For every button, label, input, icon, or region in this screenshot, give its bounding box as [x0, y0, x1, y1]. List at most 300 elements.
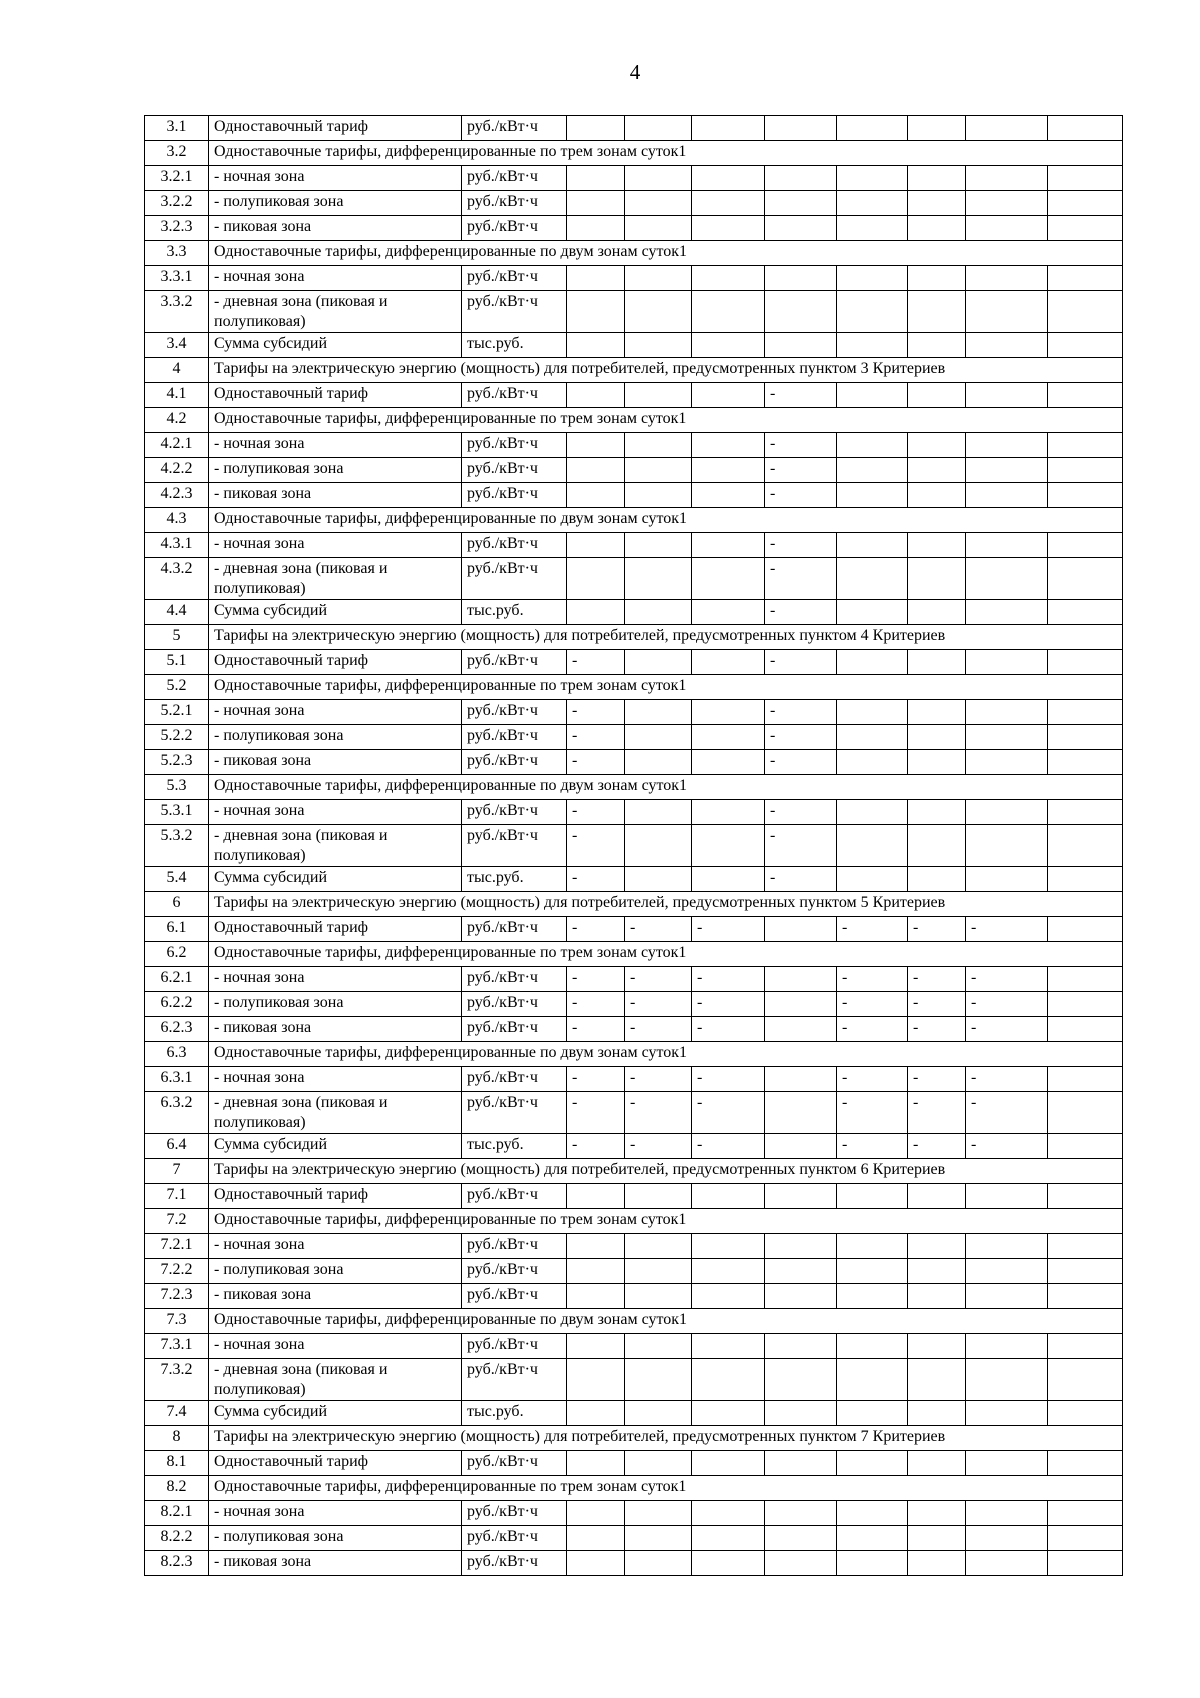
value-cell [692, 1526, 765, 1551]
row-number: 7.1 [145, 1184, 209, 1209]
value-cell [625, 458, 692, 483]
value-cell [837, 116, 908, 141]
row-number: 5.4 [145, 867, 209, 892]
value-cell: - [625, 917, 692, 942]
row-label: - пиковая зона [209, 1551, 462, 1576]
value-cell [966, 600, 1048, 625]
value-cell [908, 725, 966, 750]
value-cell [908, 533, 966, 558]
table-section-row [145, 1309, 1123, 1334]
section-title: Одноставочные тарифы, дифференцированные по двум зонам суток1 [209, 775, 1123, 800]
value-cell [692, 700, 765, 725]
section-title: Тарифы на электрическую энергию (мощность) для потребителей, предусмотренных пунктом 6 Критериев [209, 1159, 1123, 1184]
value-cell [692, 650, 765, 675]
value-cell: - [765, 533, 837, 558]
value-cell [1048, 650, 1123, 675]
value-cell [908, 383, 966, 408]
value-cell [908, 166, 966, 191]
row-label: - пиковая зона [209, 216, 462, 241]
table-body [145, 116, 1123, 1576]
table-row [145, 1501, 1123, 1526]
value-cell [837, 725, 908, 750]
value-cell [567, 1526, 625, 1551]
row-number: 5.1 [145, 650, 209, 675]
table-section-row [145, 1159, 1123, 1184]
value-cell [837, 1284, 908, 1309]
section-title: Тарифы на электрическую энергию (мощность) для потребителей, предусмотренных пунктом 7 Критериев [209, 1426, 1123, 1451]
row-label: Одноставочный тариф [209, 917, 462, 942]
value-cell [1048, 458, 1123, 483]
row-number: 5.2.2 [145, 725, 209, 750]
value-cell [1048, 700, 1123, 725]
value-cell: - [765, 458, 837, 483]
row-label: - полупиковая зона [209, 725, 462, 750]
row-label: - ночная зона [209, 166, 462, 191]
value-cell [908, 266, 966, 291]
row-label: Одноставочный тариф [209, 383, 462, 408]
value-cell: - [567, 867, 625, 892]
value-cell [908, 1551, 966, 1576]
row-number: 7 [145, 1159, 209, 1184]
unit-cell: руб./кВт·ч [462, 1284, 567, 1309]
row-number: 6.2.2 [145, 992, 209, 1017]
value-cell [567, 1551, 625, 1576]
row-number: 8.2.3 [145, 1551, 209, 1576]
unit-cell: тыс.руб. [462, 333, 567, 358]
unit-cell: руб./кВт·ч [462, 1184, 567, 1209]
value-cell [625, 558, 692, 600]
value-cell [966, 1526, 1048, 1551]
value-cell [692, 1551, 765, 1576]
value-cell [692, 483, 765, 508]
value-cell [1048, 116, 1123, 141]
row-label: - ночная зона [209, 800, 462, 825]
row-label: - ночная зона [209, 1234, 462, 1259]
value-cell [567, 191, 625, 216]
table-row [145, 116, 1123, 141]
value-cell [567, 1259, 625, 1284]
value-cell [1048, 191, 1123, 216]
unit-cell: руб./кВт·ч [462, 700, 567, 725]
value-cell: - [567, 1092, 625, 1134]
row-label: Сумма субсидий [209, 333, 462, 358]
value-cell [908, 483, 966, 508]
section-title: Одноставочные тарифы, дифференцированные по трем зонам суток1 [209, 1209, 1123, 1234]
value-cell [567, 1234, 625, 1259]
value-cell [1048, 558, 1123, 600]
unit-cell: руб./кВт·ч [462, 917, 567, 942]
value-cell [625, 1234, 692, 1259]
unit-cell: руб./кВт·ч [462, 750, 567, 775]
table-row [145, 650, 1123, 675]
row-number: 8.2 [145, 1476, 209, 1501]
value-cell: - [765, 725, 837, 750]
value-cell: - [692, 1134, 765, 1159]
value-cell [567, 383, 625, 408]
value-cell [966, 533, 1048, 558]
row-number: 6.2.3 [145, 1017, 209, 1042]
value-cell [692, 825, 765, 867]
table-section-row [145, 942, 1123, 967]
table-row [145, 825, 1123, 867]
value-cell [837, 1234, 908, 1259]
row-label: Сумма субсидий [209, 1401, 462, 1426]
value-cell [765, 1501, 837, 1526]
table-row [145, 1451, 1123, 1476]
unit-cell: руб./кВт·ч [462, 967, 567, 992]
table-row [145, 1092, 1123, 1134]
unit-cell: руб./кВт·ч [462, 992, 567, 1017]
value-cell [1048, 1067, 1123, 1092]
value-cell [1048, 725, 1123, 750]
value-cell: - [837, 1067, 908, 1092]
value-cell: - [908, 1017, 966, 1042]
unit-cell: руб./кВт·ч [462, 383, 567, 408]
value-cell: - [966, 917, 1048, 942]
value-cell [765, 116, 837, 141]
section-title: Тарифы на электрическую энергию (мощность) для потребителей, предусмотренных пунктом 5 Критериев [209, 892, 1123, 917]
row-label: - ночная зона [209, 1334, 462, 1359]
value-cell: - [625, 967, 692, 992]
value-cell [625, 1526, 692, 1551]
value-cell: - [908, 917, 966, 942]
value-cell [837, 266, 908, 291]
value-cell [765, 266, 837, 291]
value-cell [567, 600, 625, 625]
row-number: 4.1 [145, 383, 209, 408]
section-title: Одноставочные тарифы, дифференцированные по трем зонам суток1 [209, 1476, 1123, 1501]
row-number: 8.1 [145, 1451, 209, 1476]
value-cell [837, 825, 908, 867]
row-label: - ночная зона [209, 1501, 462, 1526]
value-cell [908, 1184, 966, 1209]
table-row [145, 750, 1123, 775]
table-section-row [145, 892, 1123, 917]
unit-cell: руб./кВт·ч [462, 1359, 567, 1401]
table-row [145, 291, 1123, 333]
value-cell: - [692, 967, 765, 992]
value-cell [908, 1259, 966, 1284]
value-cell [692, 116, 765, 141]
table-row [145, 917, 1123, 942]
value-cell [692, 1451, 765, 1476]
value-cell [692, 558, 765, 600]
value-cell [837, 433, 908, 458]
value-cell [837, 1359, 908, 1401]
row-number: 4.3 [145, 508, 209, 533]
value-cell [837, 600, 908, 625]
value-cell [567, 1401, 625, 1426]
row-label: - пиковая зона [209, 483, 462, 508]
value-cell [1048, 291, 1123, 333]
value-cell [966, 1234, 1048, 1259]
value-cell [567, 558, 625, 600]
value-cell [625, 116, 692, 141]
table-row [145, 266, 1123, 291]
table-row [145, 967, 1123, 992]
value-cell [625, 725, 692, 750]
table-row [145, 992, 1123, 1017]
value-cell [1048, 1017, 1123, 1042]
row-number: 8 [145, 1426, 209, 1451]
value-cell [567, 1359, 625, 1401]
row-label: - ночная зона [209, 967, 462, 992]
row-label: Одноставочный тариф [209, 1184, 462, 1209]
row-number: 6 [145, 892, 209, 917]
table-row [145, 725, 1123, 750]
value-cell [837, 750, 908, 775]
value-cell [908, 191, 966, 216]
value-cell [625, 1184, 692, 1209]
table-row [145, 1526, 1123, 1551]
row-label: - ночная зона [209, 266, 462, 291]
table-row [145, 383, 1123, 408]
value-cell [966, 725, 1048, 750]
value-cell [567, 1501, 625, 1526]
value-cell [692, 867, 765, 892]
table-row [145, 1551, 1123, 1576]
value-cell [765, 1184, 837, 1209]
section-title: Одноставочные тарифы, дифференцированные по двум зонам суток1 [209, 1309, 1123, 1334]
value-cell: - [567, 750, 625, 775]
value-cell [692, 266, 765, 291]
section-title: Одноставочные тарифы, дифференцированные по двум зонам суток1 [209, 508, 1123, 533]
value-cell [567, 433, 625, 458]
unit-cell: руб./кВт·ч [462, 1234, 567, 1259]
value-cell: - [765, 867, 837, 892]
unit-cell: руб./кВт·ч [462, 725, 567, 750]
value-cell [765, 1334, 837, 1359]
value-cell [765, 967, 837, 992]
value-cell [837, 1184, 908, 1209]
value-cell [966, 333, 1048, 358]
row-number: 3.2.3 [145, 216, 209, 241]
value-cell [1048, 1284, 1123, 1309]
unit-cell: руб./кВт·ч [462, 650, 567, 675]
value-cell: - [837, 1134, 908, 1159]
value-cell [837, 800, 908, 825]
value-cell [625, 600, 692, 625]
value-cell [765, 1526, 837, 1551]
section-title: Тарифы на электрическую энергию (мощность) для потребителей, предусмотренных пунктом 4 Критериев [209, 625, 1123, 650]
value-cell [692, 1284, 765, 1309]
value-cell [1048, 266, 1123, 291]
row-number: 7.4 [145, 1401, 209, 1426]
row-label: - дневная зона (пиковая и полупиковая) [209, 291, 462, 333]
row-label: - полупиковая зона [209, 992, 462, 1017]
value-cell: - [765, 825, 837, 867]
value-cell [625, 750, 692, 775]
table-row [145, 1067, 1123, 1092]
row-number: 5.2 [145, 675, 209, 700]
value-cell: - [625, 992, 692, 1017]
value-cell: - [692, 1017, 765, 1042]
table-section-row [145, 358, 1123, 383]
table-row [145, 333, 1123, 358]
value-cell [1048, 1184, 1123, 1209]
unit-cell: руб./кВт·ч [462, 1067, 567, 1092]
row-number: 4.2.1 [145, 433, 209, 458]
row-label: - полупиковая зона [209, 458, 462, 483]
value-cell: - [966, 1017, 1048, 1042]
row-number: 4.2 [145, 408, 209, 433]
row-number: 4.4 [145, 600, 209, 625]
row-number: 3.3.2 [145, 291, 209, 333]
row-label: - полупиковая зона [209, 1526, 462, 1551]
row-number: 4.2.2 [145, 458, 209, 483]
value-cell: - [692, 992, 765, 1017]
row-label: Одноставочный тариф [209, 116, 462, 141]
value-cell [1048, 433, 1123, 458]
row-number: 6.2.1 [145, 967, 209, 992]
table-section-row [145, 775, 1123, 800]
value-cell [567, 1284, 625, 1309]
table-row [145, 867, 1123, 892]
row-label: Сумма субсидий [209, 867, 462, 892]
value-cell [1048, 1234, 1123, 1259]
table-row [145, 1334, 1123, 1359]
row-number: 3.1 [145, 116, 209, 141]
value-cell [765, 1551, 837, 1576]
value-cell [765, 992, 837, 1017]
value-cell [1048, 1334, 1123, 1359]
value-cell [765, 917, 837, 942]
value-cell [567, 266, 625, 291]
unit-cell: руб./кВт·ч [462, 533, 567, 558]
value-cell [625, 867, 692, 892]
value-cell [625, 266, 692, 291]
row-number: 5.3 [145, 775, 209, 800]
value-cell [966, 1284, 1048, 1309]
value-cell: - [966, 992, 1048, 1017]
row-label: - пиковая зона [209, 1017, 462, 1042]
value-cell [567, 216, 625, 241]
row-label: - ночная зона [209, 433, 462, 458]
table-section-row [145, 508, 1123, 533]
value-cell [1048, 800, 1123, 825]
section-title: Одноставочные тарифы, дифференцированные по трем зонам суток1 [209, 675, 1123, 700]
value-cell [908, 650, 966, 675]
table-row [145, 1184, 1123, 1209]
row-number: 7.2.1 [145, 1234, 209, 1259]
value-cell: - [567, 1134, 625, 1159]
value-cell [908, 1334, 966, 1359]
row-number: 8.2.1 [145, 1501, 209, 1526]
section-title: Одноставочные тарифы, дифференцированные по трем зонам суток1 [209, 942, 1123, 967]
value-cell: - [966, 1067, 1048, 1092]
table-row [145, 1401, 1123, 1426]
row-number: 7.2.2 [145, 1259, 209, 1284]
value-cell [765, 1284, 837, 1309]
value-cell [692, 166, 765, 191]
value-cell [692, 1359, 765, 1401]
row-number: 5 [145, 625, 209, 650]
table-section-row [145, 1476, 1123, 1501]
value-cell [765, 1092, 837, 1134]
value-cell [625, 1451, 692, 1476]
value-cell [1048, 216, 1123, 241]
value-cell [1048, 825, 1123, 867]
table-row [145, 458, 1123, 483]
value-cell [908, 558, 966, 600]
value-cell [1048, 750, 1123, 775]
unit-cell: руб./кВт·ч [462, 1551, 567, 1576]
value-cell [966, 825, 1048, 867]
value-cell: - [567, 917, 625, 942]
value-cell [837, 1334, 908, 1359]
value-cell [625, 1501, 692, 1526]
value-cell [908, 1359, 966, 1401]
value-cell [692, 383, 765, 408]
table-section-row [145, 625, 1123, 650]
table-section-row [145, 1042, 1123, 1067]
unit-cell: руб./кВт·ч [462, 1017, 567, 1042]
row-number: 7.2 [145, 1209, 209, 1234]
value-cell: - [567, 725, 625, 750]
table-row [145, 800, 1123, 825]
value-cell [908, 1526, 966, 1551]
value-cell [625, 191, 692, 216]
value-cell: - [625, 1067, 692, 1092]
value-cell: - [837, 1017, 908, 1042]
value-cell [908, 800, 966, 825]
row-label: Одноставочный тариф [209, 1451, 462, 1476]
value-cell: - [908, 1092, 966, 1134]
table-section-row [145, 1426, 1123, 1451]
unit-cell: тыс.руб. [462, 867, 567, 892]
row-number: 3.4 [145, 333, 209, 358]
value-cell [908, 458, 966, 483]
unit-cell: руб./кВт·ч [462, 266, 567, 291]
row-label: - ночная зона [209, 700, 462, 725]
unit-cell: руб./кВт·ч [462, 291, 567, 333]
value-cell [625, 800, 692, 825]
value-cell: - [966, 967, 1048, 992]
unit-cell: руб./кВт·ч [462, 166, 567, 191]
value-cell [625, 433, 692, 458]
row-number: 4.2.3 [145, 483, 209, 508]
value-cell: - [765, 800, 837, 825]
value-cell [966, 458, 1048, 483]
value-cell: - [765, 700, 837, 725]
row-number: 6.3.2 [145, 1092, 209, 1134]
value-cell [765, 1234, 837, 1259]
value-cell [1048, 867, 1123, 892]
value-cell [1048, 917, 1123, 942]
value-cell [692, 216, 765, 241]
unit-cell: тыс.руб. [462, 1401, 567, 1426]
value-cell [837, 1259, 908, 1284]
value-cell [692, 1259, 765, 1284]
row-number: 5.3.1 [145, 800, 209, 825]
value-cell [1048, 383, 1123, 408]
value-cell: - [567, 800, 625, 825]
value-cell [625, 291, 692, 333]
value-cell: - [567, 967, 625, 992]
value-cell [966, 558, 1048, 600]
value-cell: - [567, 992, 625, 1017]
value-cell: - [966, 1134, 1048, 1159]
value-cell: - [765, 750, 837, 775]
row-label: - полупиковая зона [209, 1259, 462, 1284]
value-cell [625, 1334, 692, 1359]
value-cell: - [625, 1134, 692, 1159]
table-section-row [145, 675, 1123, 700]
value-cell: - [837, 917, 908, 942]
value-cell [567, 533, 625, 558]
value-cell [692, 1401, 765, 1426]
value-cell [1048, 1401, 1123, 1426]
